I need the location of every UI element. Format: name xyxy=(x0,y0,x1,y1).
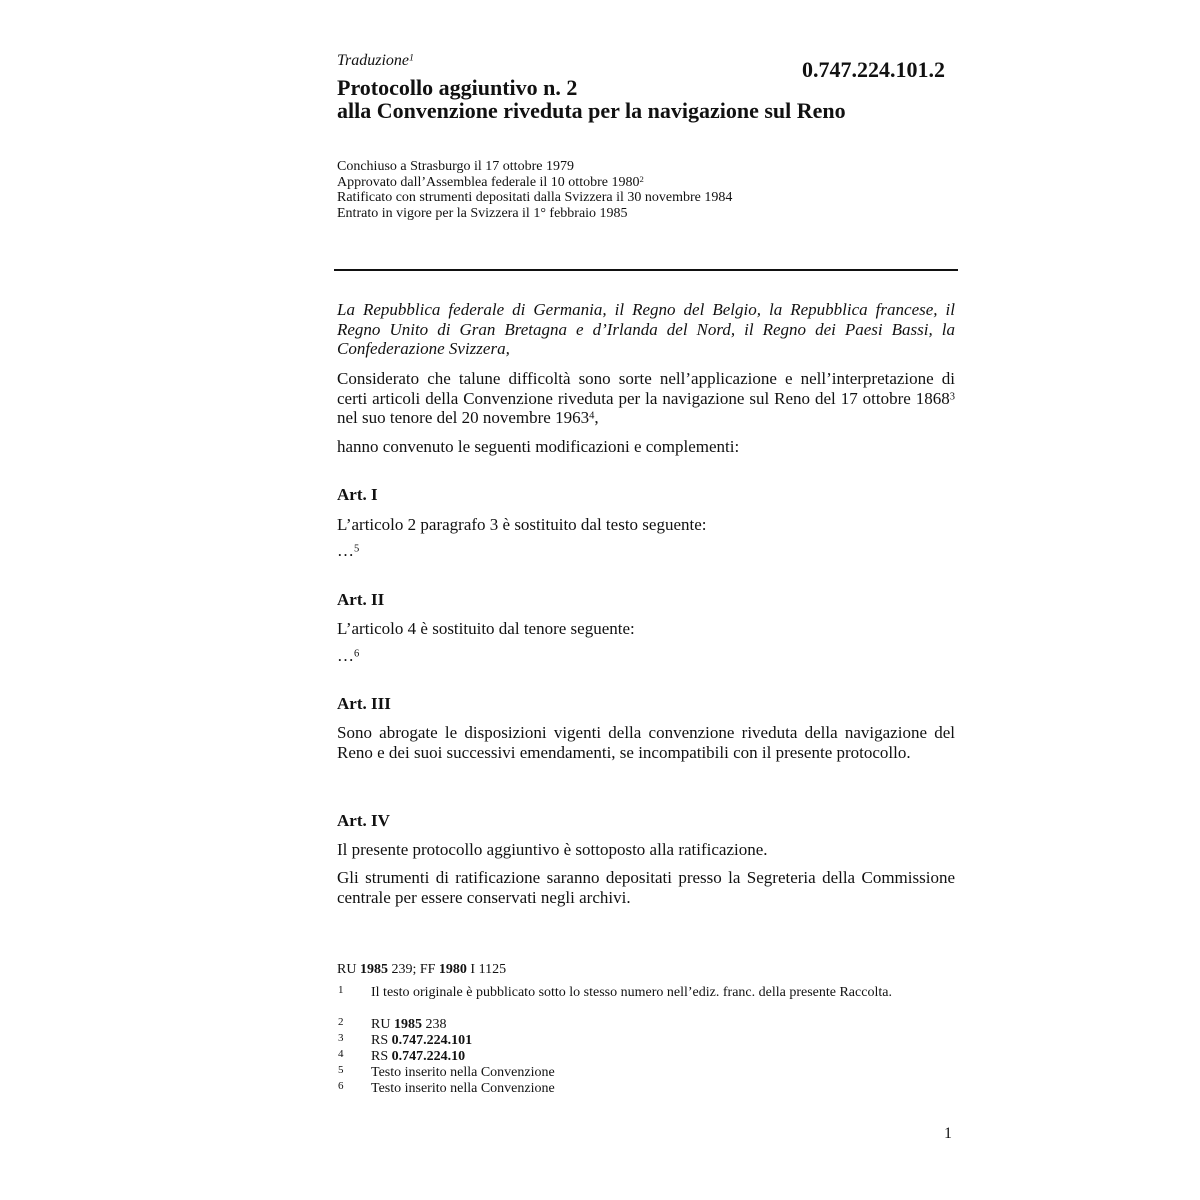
meta-ratified: Ratificato con strumenti depositati dalla Svizzera il 30 novembre 1984 xyxy=(337,190,733,205)
header-divider xyxy=(334,269,958,271)
article-2-ellipsis xyxy=(337,646,359,666)
footnote-ref-4[interactable]: 4 xyxy=(589,410,595,422)
footnote-3-prefix: RS xyxy=(371,1033,392,1048)
footnote-3-number: 3 xyxy=(338,1032,344,1044)
footnote-2-number: 2 xyxy=(338,1016,344,1028)
article-4-text-2: Gli strumenti di ratificazione saranno depositati presso la Segreteria della Commissione centrale per essere conservati negli archivi. xyxy=(337,868,955,907)
article-3-heading: Art. III xyxy=(337,694,391,713)
footnote-1-text: Il testo originale è pubblicato sotto lo stesso numero nell’ediz. franc. della presente Raccolta. xyxy=(371,985,892,1000)
footnote-source xyxy=(337,962,506,978)
page-number: 1 xyxy=(944,1125,952,1142)
footnote-4-link[interactable]: 0.747.224.10 xyxy=(391,1049,466,1064)
footnote-4-text xyxy=(371,1049,955,1065)
footnote-3-link[interactable]: 0.747.224.101 xyxy=(391,1033,473,1048)
considerato-text-c: , xyxy=(594,408,599,427)
preamble-parties: La Repubblica federale di Germania, il Regno del Belgio, la Repubblica francese, il Regno Unito di Gran Bretagna e d’Irlanda del Nord, il Regno dei Paesi Bassi, la Confederazione Svizzera, xyxy=(337,300,955,358)
footnote-5-text: Testo inserito nella Convenzione xyxy=(371,1065,555,1080)
article-3-text: Sono abrogate le disposizioni vigenti della convenzione riveduta della navigazione del Reno e dei suoi successivi emendamenti, se incompatibili con il presente protocollo. xyxy=(337,723,955,762)
footnote-2-text xyxy=(371,1017,955,1033)
considerato-text-a: Considerato che talune difficoltà sono sorte nell’applicazione e nell’interpretazione di certi articoli della Convenzione riveduta per la navigazione sul Reno del 17 ottobre 1868 xyxy=(337,369,955,408)
footnote-6-number: 6 xyxy=(338,1080,344,1092)
source-year-ru: 1985 xyxy=(359,962,388,977)
footnote-2-prefix: RU xyxy=(371,1017,394,1032)
meta-approved xyxy=(337,175,957,191)
meta-approved-text: Approvato dall’Assemblea federale il 10 ottobre 1980 xyxy=(337,174,640,190)
footnote-ref-6[interactable]: 6 xyxy=(354,648,360,660)
preamble-hanno: hanno convenuto le seguenti modificazioni e complementi: xyxy=(337,437,740,456)
footnote-ref-2[interactable]: 2 xyxy=(639,173,644,184)
document-title-line-2: alla Convenzione riveduta per la navigazione sul Reno xyxy=(337,98,846,123)
article-4-text-1: Il presente protocollo aggiuntivo è sottoposto alla ratificazione. xyxy=(337,840,768,859)
article-1-text: L’articolo 2 paragrafo 3 è sostituito dal testo seguente: xyxy=(337,515,707,534)
considerato-text-b: nel suo tenore del 20 novembre 1963 xyxy=(337,408,590,427)
source-suffix: I 1125 xyxy=(466,962,507,977)
footnote-ref-5[interactable]: 5 xyxy=(354,543,360,555)
source-year-ff: 1980 xyxy=(438,962,467,977)
sr-number: 0.747.224.101.2 xyxy=(802,57,945,82)
document-meta xyxy=(337,159,957,221)
footnote-4-prefix: RS xyxy=(371,1049,392,1064)
article-4-heading: Art. IV xyxy=(337,811,390,830)
footnote-5-number: 5 xyxy=(338,1064,344,1076)
translation-text: Traduzione xyxy=(337,52,410,69)
article-1-ellipsis xyxy=(337,541,359,561)
footnote-4-number: 4 xyxy=(338,1048,344,1060)
article-2-heading: Art. II xyxy=(337,590,385,609)
footnote-2-year: 1985 xyxy=(393,1017,422,1032)
meta-concluded: Conchiuso a Strasburgo il 17 ottobre 1979 xyxy=(337,159,574,174)
source-middle: 239; FF xyxy=(387,962,439,977)
article-1-heading: Art. I xyxy=(337,485,378,504)
document-title-line-1: Protocollo aggiuntivo n. 2 xyxy=(337,75,578,100)
translation-label xyxy=(337,52,414,70)
footnote-6-text: Testo inserito nella Convenzione xyxy=(371,1081,555,1096)
meta-in-force: Entrato in vigore per la Svizzera il 1° febbraio 1985 xyxy=(337,205,628,221)
footnote-1-number: 1 xyxy=(338,984,344,996)
footnote-ref-3[interactable]: 3 xyxy=(949,390,955,402)
preamble-considerato xyxy=(337,369,955,428)
ellipsis-text: … xyxy=(337,541,354,560)
ellipsis-text: … xyxy=(337,646,354,665)
footnote-3-text xyxy=(371,1033,955,1049)
source-prefix: RU xyxy=(337,962,360,977)
article-2-text: L’articolo 4 è sostituito dal tenore seguente: xyxy=(337,619,635,638)
footnote-2-suffix: 238 xyxy=(421,1017,447,1032)
footnote-ref-1[interactable]: 1 xyxy=(409,52,414,64)
